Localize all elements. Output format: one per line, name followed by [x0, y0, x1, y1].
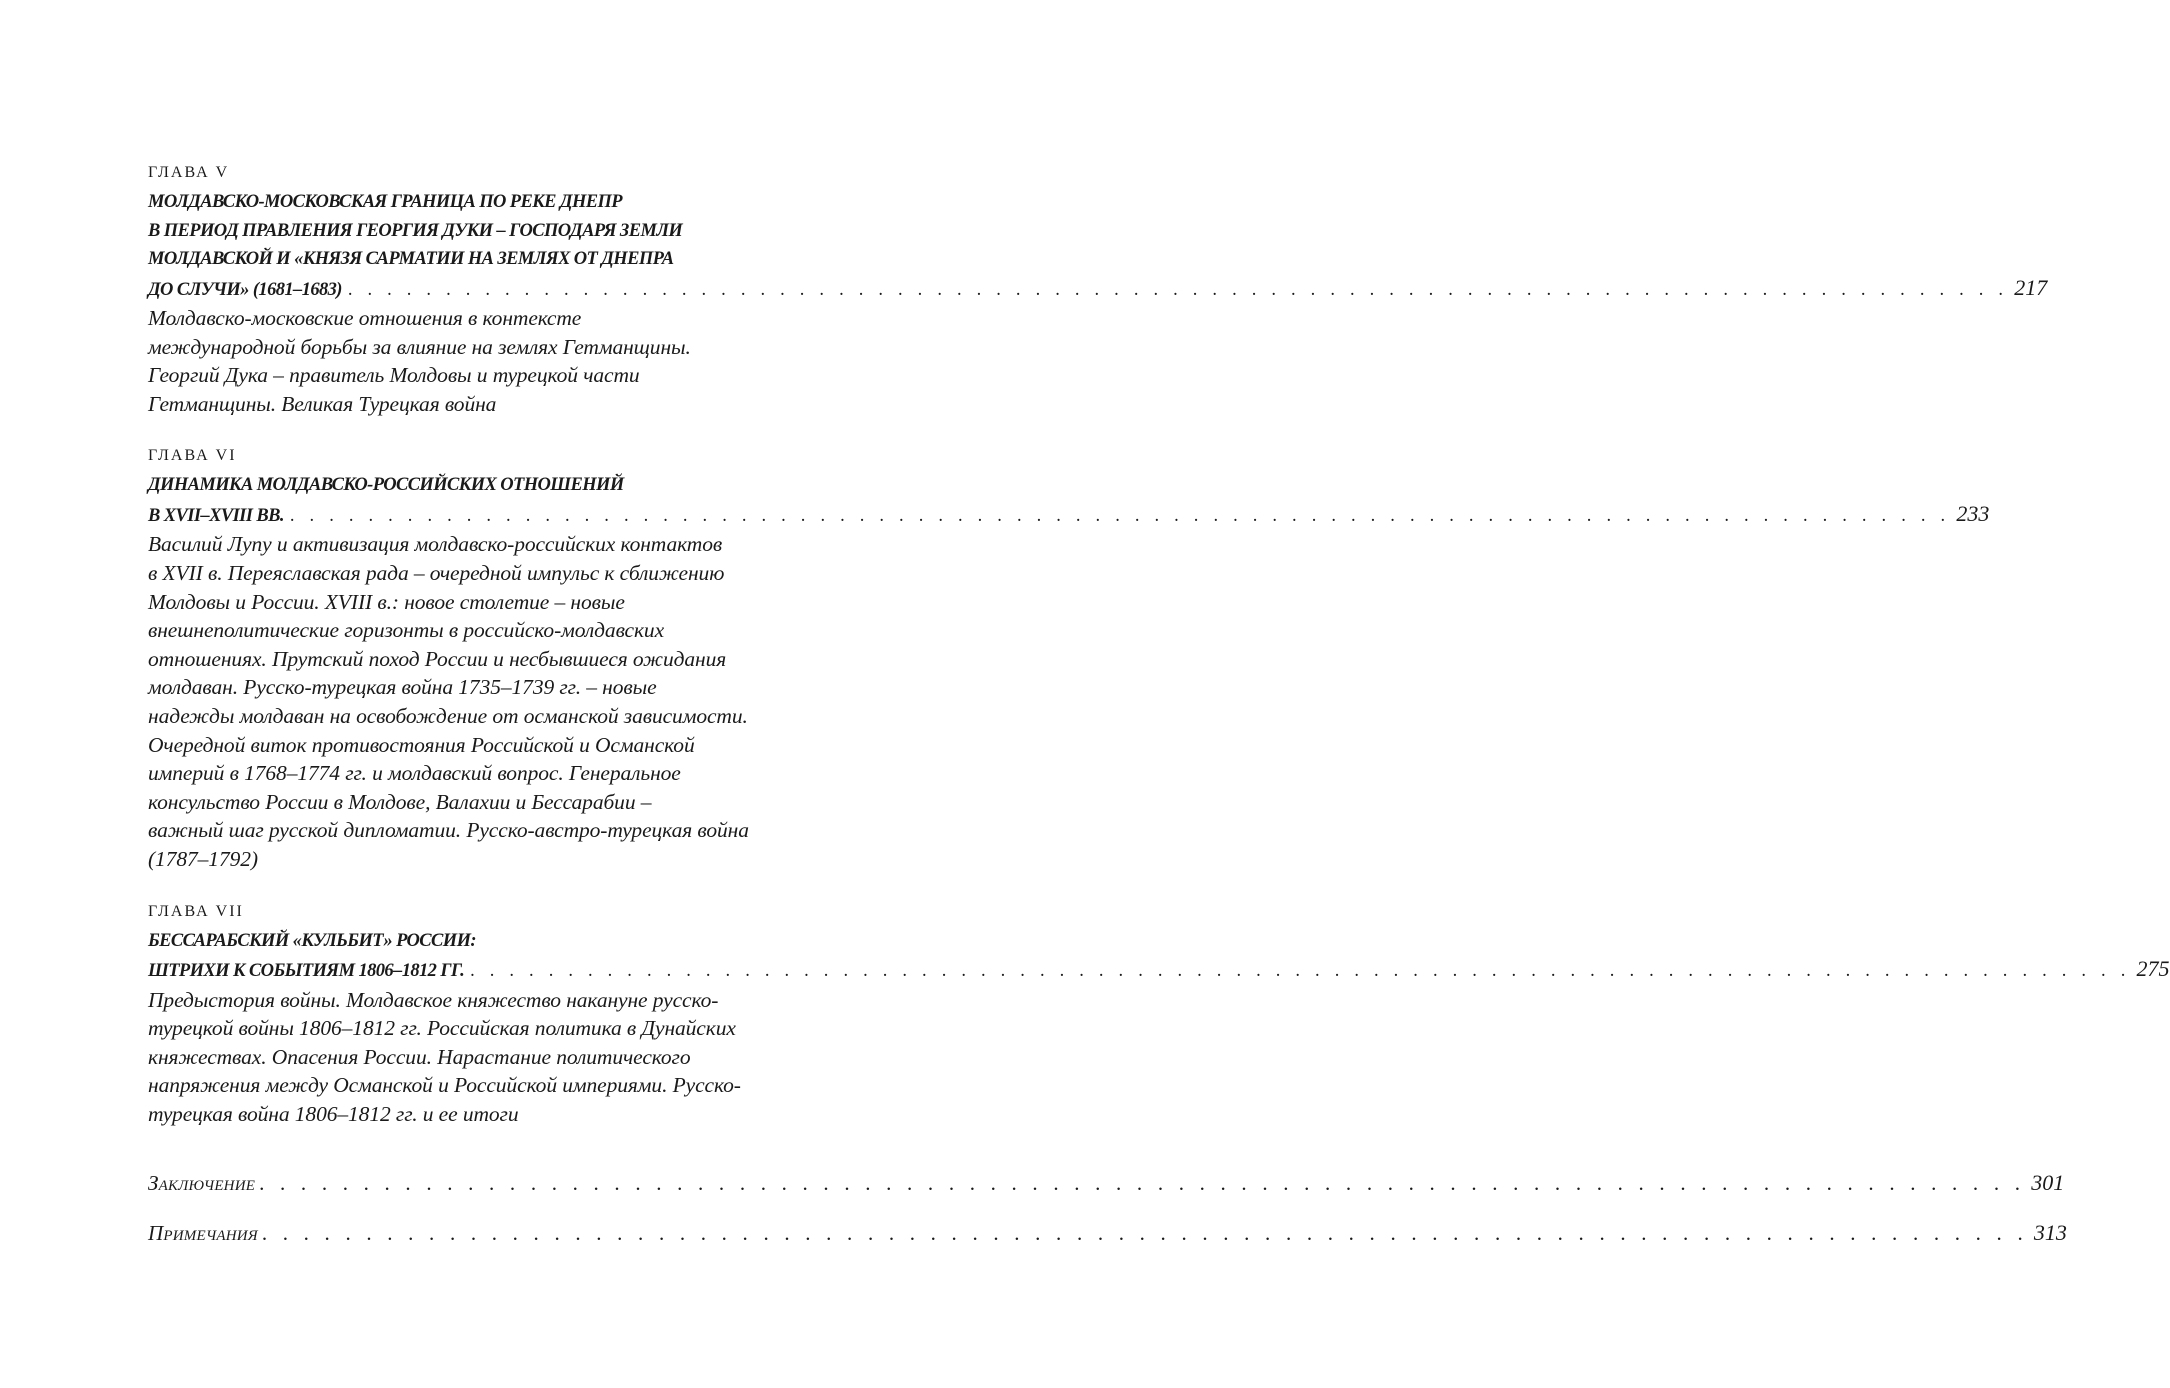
- dot-leader: . . . . . . . . . . . . . . . . . . . . . . . . . . . . . . . . . . . . . . . . . . . . . . . . . . . . . . . . . . . . . . . . . . . . . . . . . . . . . . . . . . . . .: [261, 1221, 2028, 1246]
- notes-entry[interactable]: [148, 1219, 2067, 1247]
- chapter-title-line: ДИНАМИКА МОЛДАВСКО-РОССИЙСКИХ ОТНОШЕНИЙ: [148, 475, 624, 496]
- summary-line: Молдовы и России. XVIII в.: новое столетие – новые: [148, 589, 625, 614]
- chapter-summary: [148, 304, 848, 418]
- chapter-title-line: ШТРИХИ К СОБЫТИЯМ 1806–1812 ГГ.: [148, 961, 465, 981]
- summary-line: империй в 1768–1774 гг. и молдавский вопрос. Генеральное: [148, 761, 681, 786]
- summary-line: консульство России в Молдове, Валахии и Бессарабии –: [148, 789, 652, 814]
- notes-label: Примечания: [148, 1221, 258, 1246]
- chapter-7-entry: [148, 901, 2170, 1129]
- chapter-title-leader-line: [148, 274, 2048, 305]
- table-of-contents: [148, 162, 2170, 1247]
- summary-line: отношениях. Прутский поход России и несбывшиеся ожидания: [148, 646, 727, 671]
- summary-line: Молдавско-московские отношения в контексте: [148, 306, 582, 330]
- summary-line: княжествах. Опасения России. Нарастание политического: [148, 1044, 691, 1069]
- page-number: 233: [1956, 500, 1990, 526]
- dot-leader: . . . . . . . . . . . . . . . . . . . . . . . . . . . . . . . . . . . . . . . . . . . . . . . . . . . . . . . . . . . . . . . . . . . . . . . . . . . . . . . . . . . . .: [347, 279, 2009, 300]
- summary-line: Василий Лупу и активизация молдавско-российских контактов: [148, 532, 723, 557]
- chapter-title-leader-line: [148, 500, 1990, 531]
- chapter-summary: [148, 530, 848, 873]
- summary-line: внешнеполитические горизонты в российско-молдавских: [148, 618, 665, 643]
- summary-line: турецкая война 1806–1812 гг. и ее итоги: [148, 1101, 519, 1126]
- page-number: 301: [2031, 1170, 2065, 1196]
- summary-line: Гетманщины. Великая Турецкая война: [148, 391, 497, 416]
- conclusion-label: Заключение: [148, 1171, 256, 1196]
- dot-leader: . . . . . . . . . . . . . . . . . . . . . . . . . . . . . . . . . . . . . . . . . . . . . . . . . . . . . . . . . . . . . . . . . . . . . . . . . . . . . . . . . . . . .: [289, 505, 1951, 526]
- chapter-title-leader-line: [148, 955, 2170, 986]
- summary-line: важный шаг русской дипломатии. Русско-австро-турецкая война: [148, 818, 749, 843]
- chapter-title-line: МОЛДАВСКО-МОСКОВСКАЯ ГРАНИЦА ПО РЕКЕ ДНЕПР: [148, 192, 622, 212]
- chapter-6-entry: [148, 445, 1990, 873]
- conclusion-entry[interactable]: [148, 1169, 2065, 1197]
- summary-line: (1787–1792): [148, 846, 258, 871]
- summary-line: Очередной виток противостояния Российской и Османской: [148, 732, 695, 757]
- chapter-summary: [148, 986, 848, 1129]
- summary-line: молдаван. Русско-турецкая война 1735–1739 гг. – новые: [148, 675, 657, 700]
- summary-line: Предыстория войны. Молдавское княжество накануне русско-: [148, 987, 719, 1012]
- chapter-title[interactable]: [148, 471, 1990, 530]
- page-number: 275: [2136, 956, 2170, 981]
- summary-line: Георгий Дука – правитель Молдовы и турецкой части: [148, 363, 640, 388]
- summary-line: в XVII в. Переяславская рада – очередной импульс к сближению: [148, 560, 725, 585]
- chapter-title-line: МОЛДАВСКОЙ И «КНЯЗЯ САРМАТИИ НА ЗЕМЛЯХ ОТ ДНЕПРА: [148, 249, 674, 269]
- summary-line: турецкой войны 1806–1812 гг. Российская политика в Дунайских: [148, 1016, 736, 1041]
- summary-line: международной борьбы за влияние на землях Гетманщины.: [148, 334, 691, 359]
- dot-leader: . . . . . . . . . . . . . . . . . . . . . . . . . . . . . . . . . . . . . . . . . . . . . . . . . . . . . . . . . . . . . . . . . . . . . . . . . . . . . . . . . . . . .: [259, 1171, 2026, 1196]
- page-number: 313: [2033, 1220, 2067, 1246]
- chapter-label: ГЛАВА V: [148, 164, 230, 181]
- chapter-5-entry: [148, 162, 2048, 418]
- chapter-title[interactable]: [148, 188, 2048, 304]
- page-number: 217: [2014, 274, 2048, 300]
- dot-leader: . . . . . . . . . . . . . . . . . . . . . . . . . . . . . . . . . . . . . . . . . . . . . . . . . . . . . . . . . . . . . . . . . . . . . . . . . . . . . . . . . . . . .: [470, 961, 2131, 981]
- chapter-title-line: В ПЕРИОД ПРАВЛЕНИЯ ГЕОРГИЯ ДУКИ – ГОСПОДАРЯ ЗЕМЛИ: [148, 220, 683, 241]
- summary-line: напряжения между Османской и Российской империями. Русско-: [148, 1073, 741, 1098]
- chapter-title-line: БЕССАРАБСКИЙ «КУЛЬБИТ» РОССИИ:: [148, 930, 476, 951]
- chapter-label: ГЛАВА VI: [148, 447, 237, 465]
- chapter-title-line: В XVII–XVIII ВВ.: [148, 505, 284, 526]
- chapter-title[interactable]: [148, 927, 2170, 986]
- chapter-title-line: ДО СЛУЧИ» (1681–1683): [148, 279, 342, 300]
- summary-line: надежды молдаван на освобождение от османской зависимости.: [148, 703, 748, 728]
- chapter-label: ГЛАВА VII: [148, 902, 244, 920]
